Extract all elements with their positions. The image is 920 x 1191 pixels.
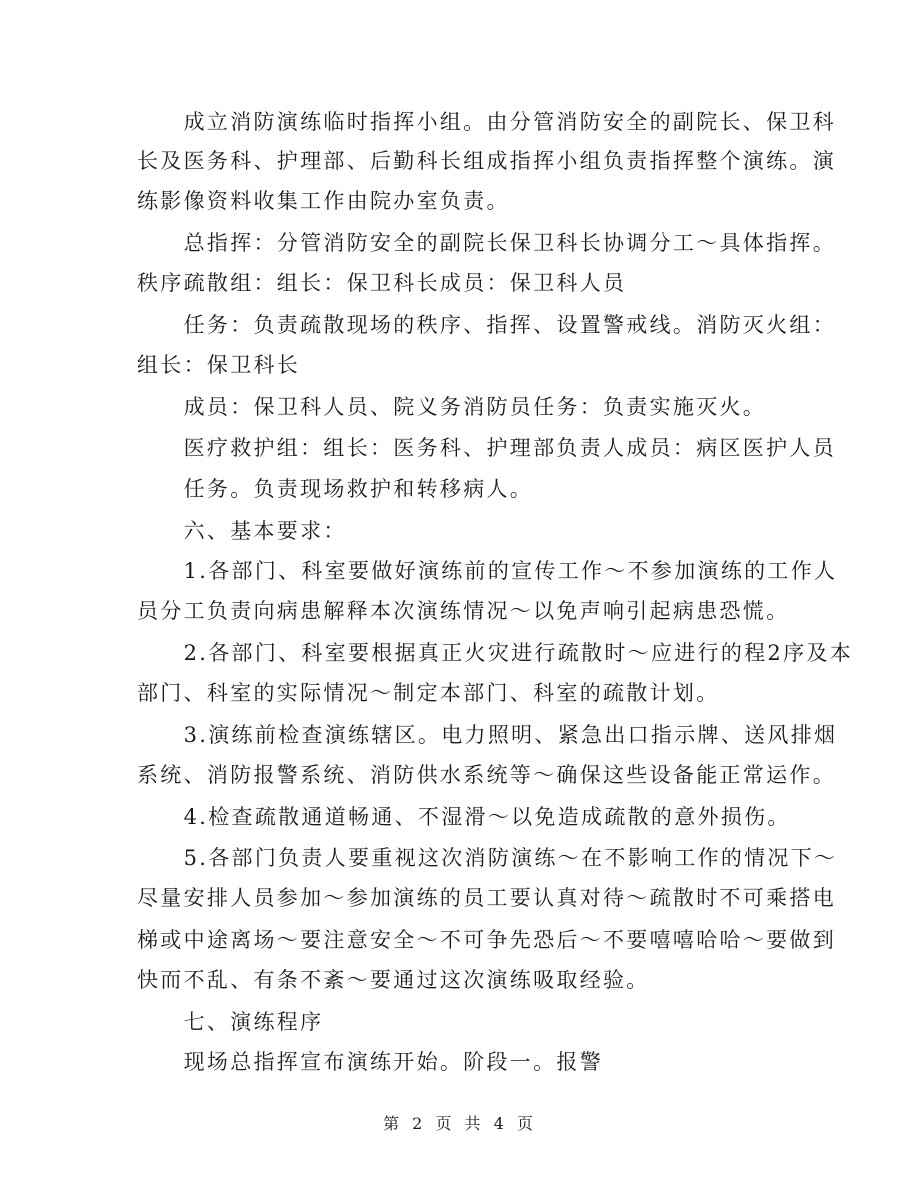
text-line: 1.各部门、科室要做好演练前的宣传工作～不参加演练的工作人	[137, 559, 838, 583]
text-line: 3.演练前检查演练辖区。电力照明、紧急出口指示牌、送风排烟	[137, 723, 838, 747]
page-footer: 第 2 页 共 4 页	[383, 1114, 537, 1133]
text-line: 系统、消防报警系统、消防供水系统等～确保这些设备能正常运作。	[137, 763, 836, 787]
text-line: 练影像资料收集工作由院办室负责。	[137, 189, 510, 213]
text-line: 现场总指挥宣布演练开始。阶段一。报警	[137, 1050, 603, 1074]
text-line: 员分工负责向病患解释本次演练情况～以免声响引起病患恐慌。	[137, 599, 790, 623]
text-line: 总指挥：分管消防安全的副院长保卫科长协调分工～具体指挥。	[137, 231, 836, 255]
text-line: 2.各部门、科室要根据真正火灾进行疏散时～应进行的程2序及本	[137, 641, 853, 665]
text-line: 快而不乱、有条不紊～要通过这次演练吸取经验。	[137, 968, 650, 992]
section-heading: 七、演练程序	[137, 1010, 324, 1034]
text-line: 尽量安排人员参加～参加演练的员工要认真对待～疏散时不可乘搭电	[137, 886, 836, 910]
text-line: 成员：保卫科人员、院义务消防员任务：负责实施灭火。	[137, 395, 767, 419]
text-line: 5.各部门负责人要重视这次消防演练～在不影响工作的情况下～	[137, 846, 838, 870]
text-line: 4.检查疏散通道畅通、不湿滑～以免造成疏散的意外损伤。	[137, 805, 791, 829]
text-line: 任务。负责现场救护和转移病人。	[137, 477, 534, 501]
text-line: 梯或中途离场～要注意安全～不可争先恐后～不要嘻嘻哈哈～要做到	[137, 928, 836, 952]
text-line: 长及医务科、护理部、后勤科长组成指挥小组负责指挥整个演练。演	[137, 149, 836, 173]
text-line: 秩序疏散组：组长：保卫科长成员：保卫科人员	[137, 271, 627, 295]
section-heading: 六、基本要求：	[137, 519, 347, 543]
text-line: 成立消防演练临时指挥小组。由分管消防安全的副院长、保卫科	[137, 110, 836, 134]
text-line: 部门、科室的实际情况～制定本部门、科室的疏散计划。	[137, 681, 720, 705]
text-line: 任务：负责疏散现场的秩序、指挥、设置警戒线。消防灭火组：	[137, 313, 836, 337]
text-line: 医疗救护组：组长：医务科、护理部负责人成员：病区医护人员	[137, 436, 836, 460]
text-line: 组长：保卫科长	[137, 353, 301, 377]
